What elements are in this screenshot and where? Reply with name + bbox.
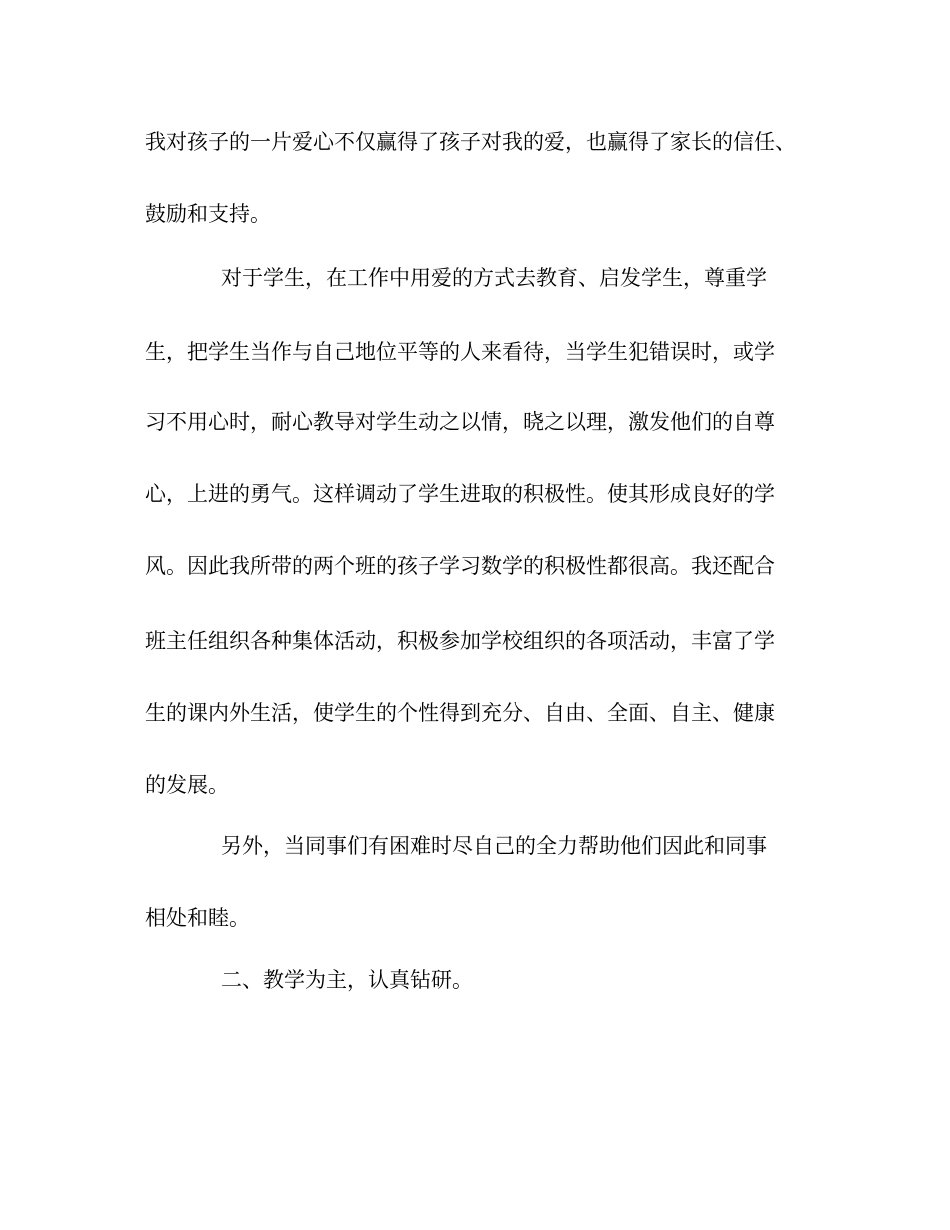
paragraph-line: 习不用心时，耐心教导对学生动之以情，晓之以理，激发他们的自尊	[145, 410, 775, 434]
paragraph-line: 生，把学生当作与自己地位平等的人来看待，当学生犯错误时，或学	[145, 340, 775, 364]
paragraph-line: 的发展。	[145, 773, 229, 797]
paragraph-line: 另外，当同事们有困难时尽自己的全力帮助他们因此和同事	[221, 834, 767, 858]
section-heading: 二、教学为主，认真钻研。	[221, 968, 473, 992]
paragraph-line: 风。因此我所带的两个班的孩子学习数学的积极性都很高。我还配合	[145, 554, 775, 578]
paragraph-line: 班主任组织各种集体活动，积极参加学校组织的各项活动，丰富了学	[145, 629, 775, 653]
paragraph-line: 对于学生，在工作中用爱的方式去教育、启发学生，尊重学	[221, 266, 767, 290]
paragraph-line: 相处和睦。	[145, 906, 250, 930]
paragraph-line: 我对孩子的一片爱心不仅赢得了孩子对我的爱，也赢得了家长的信任、	[145, 130, 796, 154]
paragraph-line: 生的课内外生活，使学生的个性得到充分、自由、全面、自主、健康	[145, 701, 775, 725]
paragraph-line: 心，上进的勇气。这样调动了学生进取的积极性。使其形成良好的学	[145, 482, 775, 506]
paragraph-line: 鼓励和支持。	[145, 202, 271, 226]
